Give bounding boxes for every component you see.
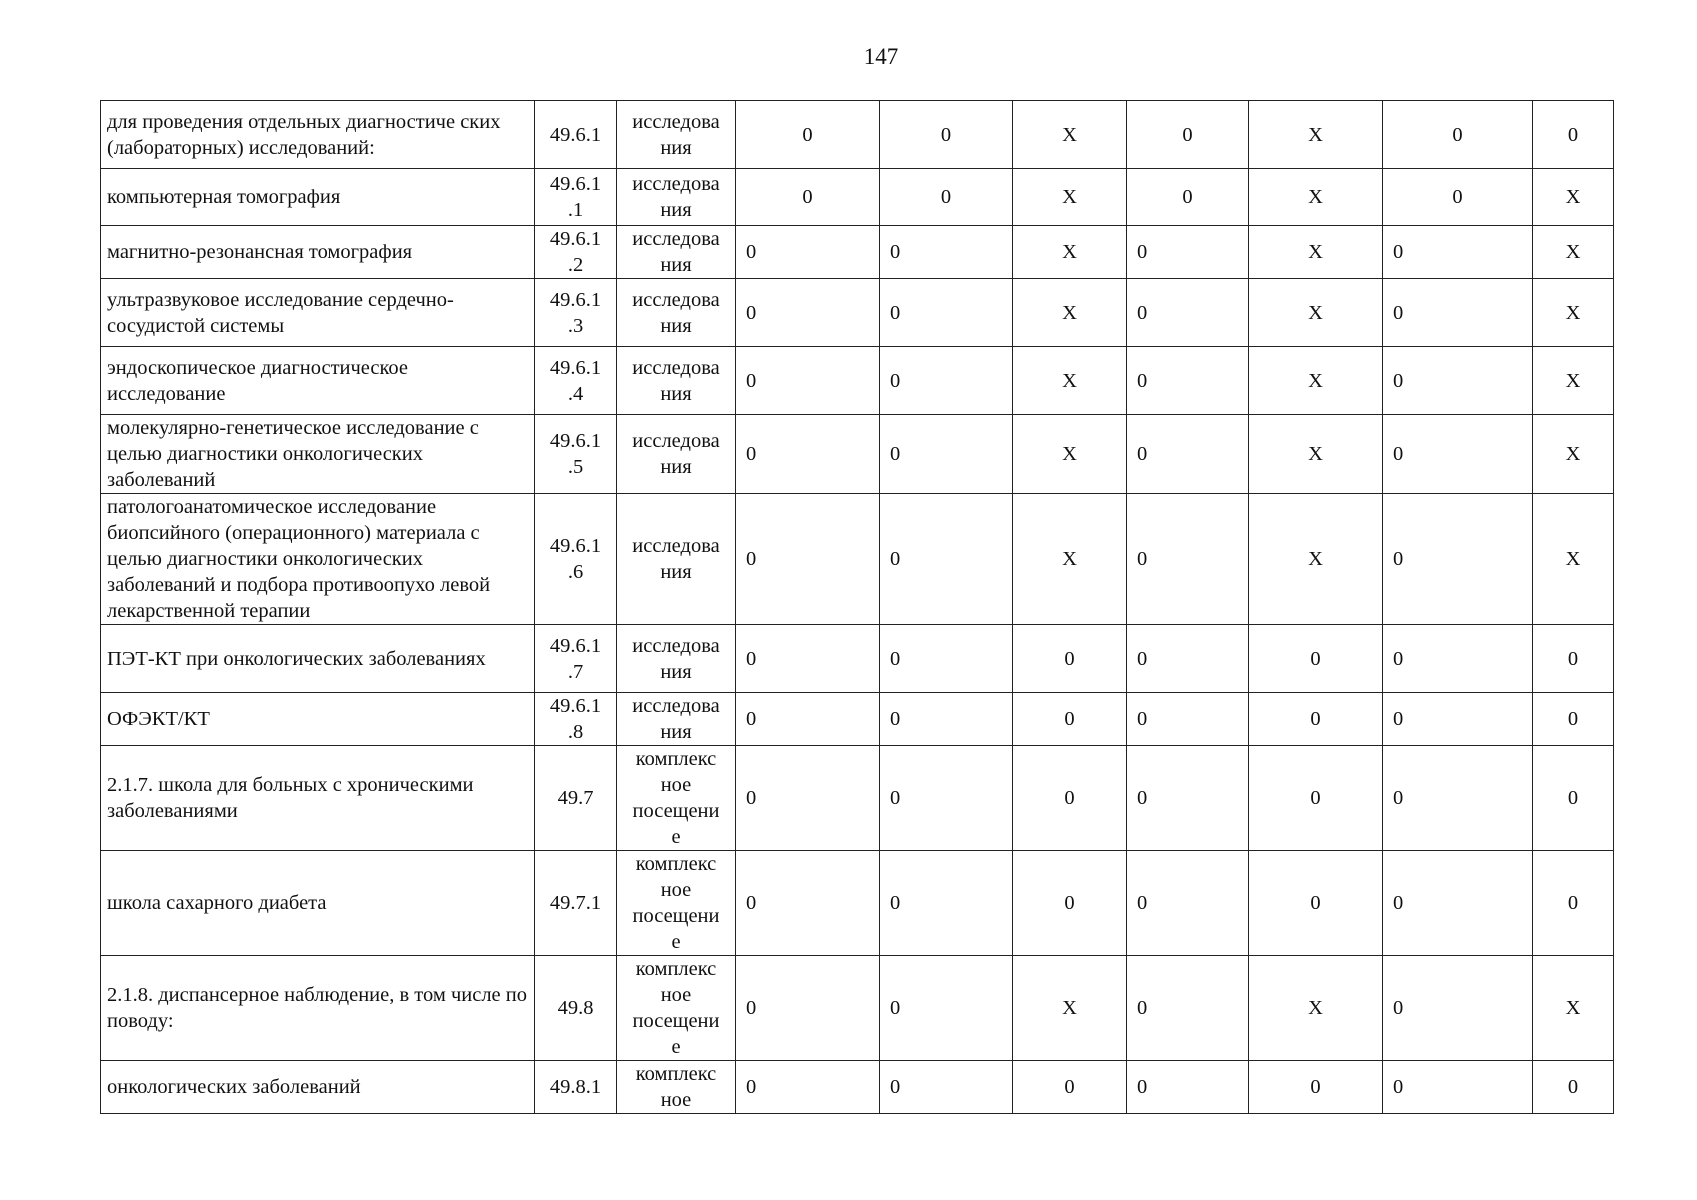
value-cell: 0 bbox=[1013, 693, 1127, 746]
value-cell: 0 bbox=[736, 693, 880, 746]
value-cell: 0 bbox=[1383, 226, 1533, 279]
value-cell: X bbox=[1013, 415, 1127, 494]
row-unit-line: исследова bbox=[632, 695, 720, 717]
row-code bbox=[535, 347, 617, 415]
row-code-line: 49.6.1 bbox=[549, 123, 602, 146]
value-cell: X bbox=[1249, 169, 1383, 226]
row-code-line: 49.8.1 bbox=[549, 1076, 602, 1098]
row-unit bbox=[617, 693, 736, 746]
value-cell: 0 bbox=[1383, 415, 1533, 494]
value-cell: X bbox=[1533, 956, 1614, 1061]
value-cell: 0 bbox=[736, 347, 880, 415]
value-cell: 0 bbox=[880, 169, 1013, 226]
value-cell: 0 bbox=[736, 279, 880, 347]
table-row bbox=[101, 956, 1614, 1061]
value-cell: 0 bbox=[736, 226, 880, 279]
row-code-line: 49.6.1 bbox=[549, 173, 602, 195]
value-cell: X bbox=[1249, 226, 1383, 279]
row-unit-line: ное bbox=[660, 879, 692, 901]
row-unit-line: исследова bbox=[632, 288, 720, 311]
row-unit-line: посещени bbox=[632, 800, 720, 822]
row-code-line: 49.6.1 bbox=[549, 634, 602, 657]
row-code bbox=[535, 415, 617, 494]
value-cell: 0 bbox=[1127, 625, 1249, 693]
table-row bbox=[101, 226, 1614, 279]
table-row bbox=[101, 169, 1614, 226]
row-unit-line: исследова bbox=[632, 110, 720, 133]
value-cell: 0 bbox=[1383, 746, 1533, 851]
row-unit bbox=[617, 494, 736, 625]
value-cell: 0 bbox=[1013, 746, 1127, 851]
table-row bbox=[101, 746, 1614, 851]
value-cell: 0 bbox=[1383, 693, 1533, 746]
value-cell: 0 bbox=[1383, 279, 1533, 347]
table-row bbox=[101, 851, 1614, 956]
value-cell: 0 bbox=[736, 415, 880, 494]
row-code bbox=[535, 169, 617, 226]
row-unit-line: ния bbox=[660, 382, 692, 405]
row-name: 2.1.8. диспансерное наблюдение, в том числе по поводу: bbox=[101, 956, 535, 1061]
value-cell: 0 bbox=[1383, 169, 1533, 226]
value-cell: 0 bbox=[1249, 693, 1383, 746]
row-code-line: .3 bbox=[567, 314, 584, 337]
row-unit-line: ния bbox=[660, 660, 692, 683]
row-name: ультразвуковое исследование сердечно-сосудистой системы bbox=[101, 279, 535, 347]
row-unit bbox=[617, 956, 736, 1061]
table-row bbox=[101, 101, 1614, 169]
value-cell: 0 bbox=[1127, 226, 1249, 279]
value-cell: 0 bbox=[1249, 746, 1383, 851]
value-cell: 0 bbox=[1533, 625, 1614, 693]
row-code-line: .2 bbox=[567, 254, 584, 276]
row-unit-line: исследова bbox=[632, 356, 720, 379]
row-code-line: 49.6.1 bbox=[549, 430, 602, 452]
value-cell: 0 bbox=[1127, 746, 1249, 851]
row-code-line: 49.7.1 bbox=[549, 892, 602, 914]
row-name: ПЭТ-КТ при онкологических заболеваниях bbox=[101, 625, 535, 693]
value-cell: 0 bbox=[880, 693, 1013, 746]
value-cell: 0 bbox=[1013, 851, 1127, 956]
value-cell: X bbox=[1249, 415, 1383, 494]
value-cell: 0 bbox=[1383, 347, 1533, 415]
row-unit-line: ния bbox=[660, 254, 692, 276]
value-cell: 0 bbox=[1249, 851, 1383, 956]
value-cell: 0 bbox=[1533, 693, 1614, 746]
value-cell: X bbox=[1533, 169, 1614, 226]
value-cell: 0 bbox=[1127, 851, 1249, 956]
row-unit bbox=[617, 415, 736, 494]
row-code bbox=[535, 956, 617, 1061]
table-row bbox=[101, 625, 1614, 693]
value-cell: X bbox=[1249, 494, 1383, 625]
value-cell: 0 bbox=[1533, 1061, 1614, 1114]
row-unit bbox=[617, 169, 736, 226]
value-cell: 0 bbox=[880, 101, 1013, 169]
value-cell: 0 bbox=[1013, 1061, 1127, 1114]
value-cell: 0 bbox=[1127, 693, 1249, 746]
row-code bbox=[535, 851, 617, 956]
row-code bbox=[535, 279, 617, 347]
row-unit-line: комплекс bbox=[635, 1063, 717, 1085]
value-cell: 0 bbox=[1383, 1061, 1533, 1114]
value-cell: 0 bbox=[880, 494, 1013, 625]
data-table bbox=[100, 100, 1614, 1114]
row-unit-line: е bbox=[671, 1036, 681, 1058]
value-cell: 0 bbox=[1383, 851, 1533, 956]
value-cell: 0 bbox=[736, 101, 880, 169]
value-cell: 0 bbox=[1127, 279, 1249, 347]
value-cell: X bbox=[1013, 169, 1127, 226]
row-code bbox=[535, 625, 617, 693]
row-code bbox=[535, 746, 617, 851]
row-unit-line: ния bbox=[660, 561, 692, 583]
row-unit bbox=[617, 1061, 736, 1114]
value-cell: 0 bbox=[1013, 625, 1127, 693]
table-row bbox=[101, 279, 1614, 347]
value-cell: 0 bbox=[736, 1061, 880, 1114]
table-row bbox=[101, 494, 1614, 625]
value-cell: X bbox=[1533, 226, 1614, 279]
row-unit-line: посещени bbox=[632, 1010, 720, 1032]
value-cell: X bbox=[1533, 415, 1614, 494]
value-cell: X bbox=[1013, 956, 1127, 1061]
row-code-line: .4 bbox=[567, 382, 584, 405]
value-cell: 0 bbox=[880, 851, 1013, 956]
value-cell: 0 bbox=[880, 415, 1013, 494]
row-name: эндоскопическое диагностическое исследование bbox=[101, 347, 535, 415]
value-cell: X bbox=[1533, 279, 1614, 347]
value-cell: 0 bbox=[736, 956, 880, 1061]
value-cell: 0 bbox=[1127, 494, 1249, 625]
page-number: 147 bbox=[863, 44, 899, 69]
value-cell: 0 bbox=[880, 625, 1013, 693]
row-name: патологоанатомическое исследование биопсийного (операционного) материала с целью диагностики онкологических заболеваний и подбора противоопухо левой лекарственной терапии bbox=[101, 494, 535, 625]
value-cell: X bbox=[1249, 279, 1383, 347]
row-name: ОФЭКТ/КТ bbox=[101, 693, 535, 746]
row-unit bbox=[617, 746, 736, 851]
row-unit-line: ное bbox=[660, 984, 692, 1006]
value-cell: 0 bbox=[1127, 1061, 1249, 1114]
value-cell: 0 bbox=[1249, 1061, 1383, 1114]
value-cell: 0 bbox=[880, 226, 1013, 279]
row-unit-line: исследова bbox=[632, 430, 720, 452]
row-code-line: 49.6.1 bbox=[549, 356, 602, 379]
value-cell: 0 bbox=[1127, 347, 1249, 415]
value-cell: 0 bbox=[1533, 101, 1614, 169]
row-unit bbox=[617, 279, 736, 347]
value-cell: 0 bbox=[1533, 746, 1614, 851]
row-unit-line: ния bbox=[660, 721, 692, 743]
value-cell: X bbox=[1533, 347, 1614, 415]
row-unit-line: ния bbox=[660, 136, 692, 159]
row-code bbox=[535, 226, 617, 279]
row-unit-line: е bbox=[671, 931, 681, 953]
row-code bbox=[535, 1061, 617, 1114]
table-row bbox=[101, 1061, 1614, 1114]
row-unit-line: ния bbox=[660, 199, 692, 221]
value-cell: 0 bbox=[736, 169, 880, 226]
row-unit-line: е bbox=[671, 826, 681, 848]
value-cell: 0 bbox=[880, 746, 1013, 851]
value-cell: 0 bbox=[880, 1061, 1013, 1114]
value-cell: 0 bbox=[880, 347, 1013, 415]
row-name: магнитно-резонансная томография bbox=[101, 226, 535, 279]
row-code-line: 49.6.1 bbox=[549, 288, 602, 311]
row-code-line: 49.7 bbox=[557, 787, 594, 809]
row-code-line: .1 bbox=[567, 199, 584, 221]
value-cell: 0 bbox=[1383, 101, 1533, 169]
value-cell: 0 bbox=[1383, 625, 1533, 693]
value-cell: 0 bbox=[880, 956, 1013, 1061]
value-cell: 0 bbox=[736, 746, 880, 851]
row-code bbox=[535, 693, 617, 746]
row-code-line: .6 bbox=[567, 561, 584, 583]
row-unit-line: исследова bbox=[632, 535, 720, 557]
row-code bbox=[535, 101, 617, 169]
row-name: онкологических заболеваний bbox=[101, 1061, 535, 1114]
row-code-line: .7 bbox=[567, 660, 584, 683]
value-cell: 0 bbox=[1249, 625, 1383, 693]
table-row bbox=[101, 415, 1614, 494]
row-unit-line: ния bbox=[660, 314, 692, 337]
value-cell: X bbox=[1013, 101, 1127, 169]
row-name: школа сахарного диабета bbox=[101, 851, 535, 956]
value-cell: 0 bbox=[1127, 101, 1249, 169]
value-cell: X bbox=[1249, 347, 1383, 415]
row-name: 2.1.7. школа для больных с хроническими заболеваниями bbox=[101, 746, 535, 851]
row-code-line: 49.6.1 bbox=[549, 228, 602, 250]
row-code-line: 49.8 bbox=[557, 997, 594, 1019]
row-unit-line: ное bbox=[660, 774, 692, 796]
value-cell: 0 bbox=[1533, 851, 1614, 956]
row-unit bbox=[617, 101, 736, 169]
row-name: молекулярно-генетическое исследование с целью диагностики онкологических заболеваний bbox=[101, 415, 535, 494]
row-unit-line: исследова bbox=[632, 228, 720, 250]
row-name: для проведения отдельных диагностиче ских (лабораторных) исследований: bbox=[101, 101, 535, 169]
row-code-line: 49.6.1 bbox=[549, 535, 602, 557]
row-unit-line: ное bbox=[660, 1089, 692, 1111]
row-unit-line: комплекс bbox=[635, 748, 717, 770]
row-code bbox=[535, 494, 617, 625]
value-cell: X bbox=[1533, 494, 1614, 625]
row-unit bbox=[617, 625, 736, 693]
value-cell: X bbox=[1013, 279, 1127, 347]
table-row bbox=[101, 693, 1614, 746]
value-cell: X bbox=[1013, 226, 1127, 279]
table-row bbox=[101, 347, 1614, 415]
row-unit bbox=[617, 226, 736, 279]
value-cell: 0 bbox=[736, 494, 880, 625]
value-cell: 0 bbox=[880, 279, 1013, 347]
value-cell: 0 bbox=[736, 625, 880, 693]
value-cell: 0 bbox=[736, 851, 880, 956]
value-cell: X bbox=[1013, 347, 1127, 415]
row-unit-line: посещени bbox=[632, 905, 720, 927]
row-unit-line: исследова bbox=[632, 634, 720, 657]
row-code-line: .5 bbox=[567, 456, 584, 478]
row-unit-line: комплекс bbox=[635, 853, 717, 875]
value-cell: 0 bbox=[1127, 956, 1249, 1061]
value-cell: 0 bbox=[1127, 169, 1249, 226]
row-name: компьютерная томография bbox=[101, 169, 535, 226]
row-code-line: 49.6.1 bbox=[549, 695, 602, 717]
value-cell: 0 bbox=[1127, 415, 1249, 494]
row-unit-line: комплекс bbox=[635, 958, 717, 980]
value-cell: X bbox=[1013, 494, 1127, 625]
row-code-line: .8 bbox=[567, 721, 584, 743]
row-unit bbox=[617, 851, 736, 956]
value-cell: 0 bbox=[1383, 494, 1533, 625]
row-unit-line: исследова bbox=[632, 173, 720, 195]
row-unit-line: ния bbox=[660, 456, 692, 478]
row-unit bbox=[617, 347, 736, 415]
value-cell: X bbox=[1249, 101, 1383, 169]
value-cell: X bbox=[1249, 956, 1383, 1061]
value-cell: 0 bbox=[1383, 956, 1533, 1061]
